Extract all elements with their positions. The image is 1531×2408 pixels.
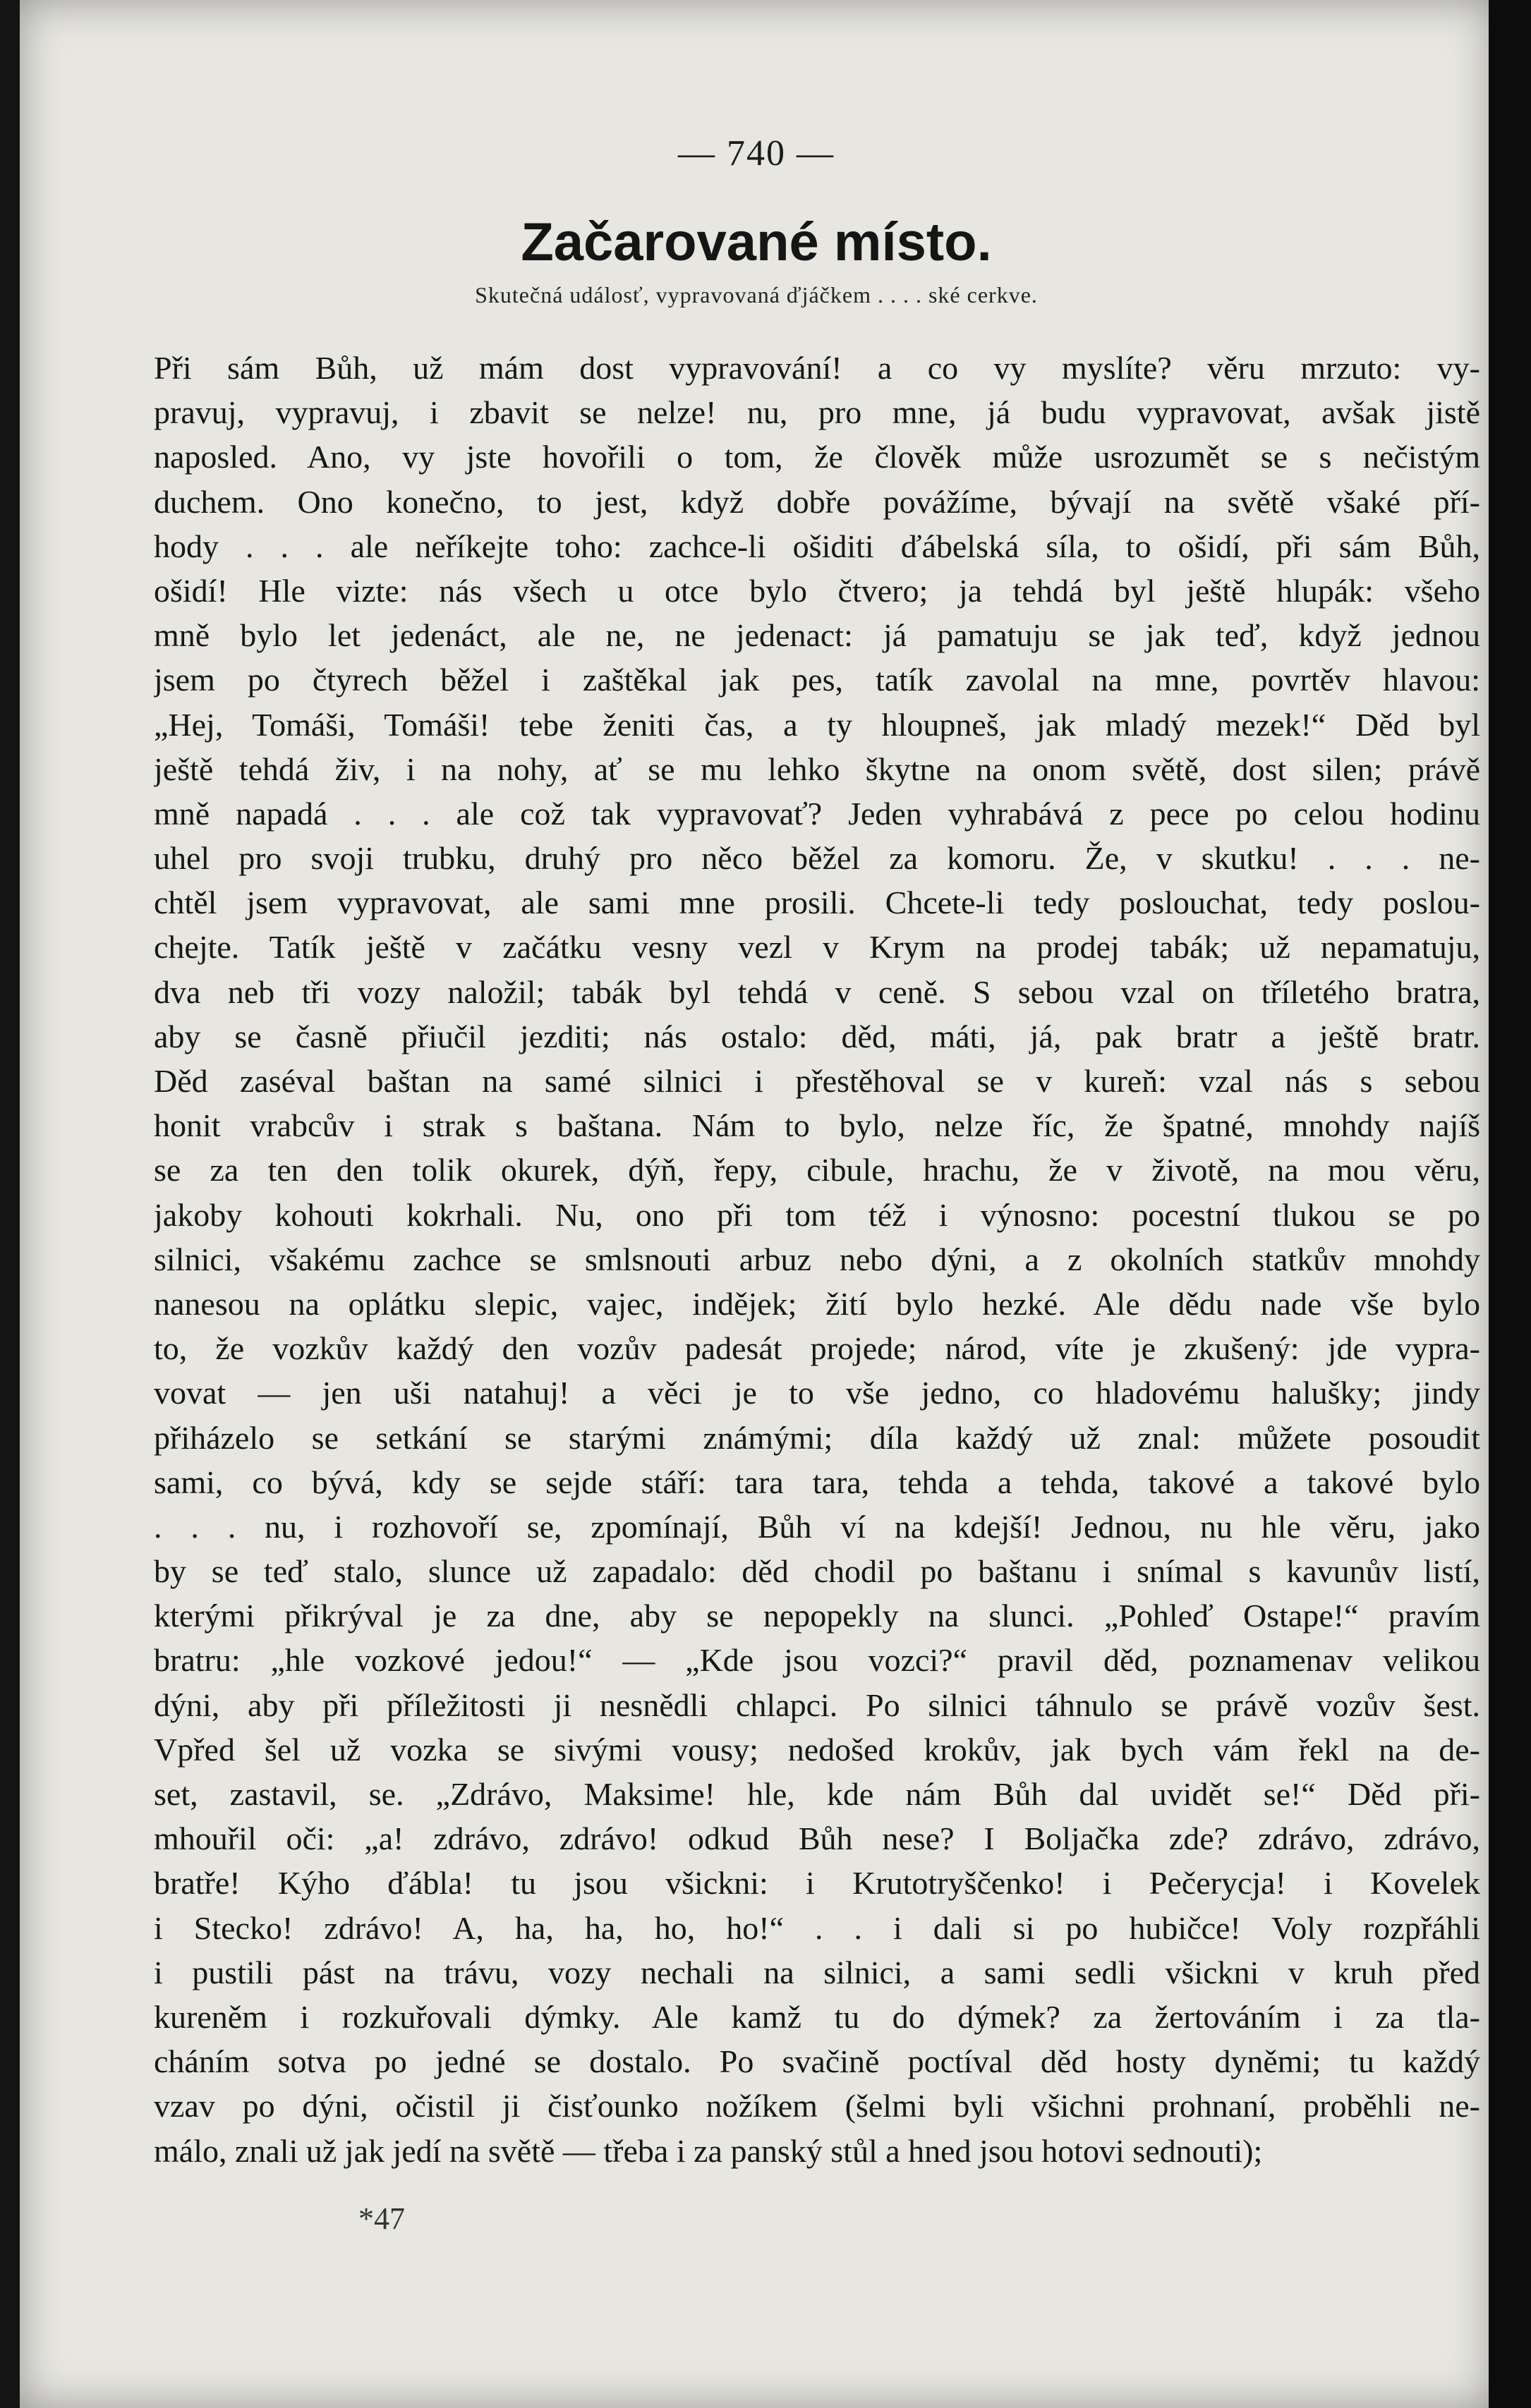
text-line: Při sám Bůh, už mám dost vypravování! a co vy myslíte? věru mrzuto: vy- <box>154 350 1480 386</box>
text-line: dýni, aby při příležitosti ji nesnědli chlapci. Po silnici táhnulo se právě vozův šest. <box>154 1686 1480 1723</box>
text-line: to, že vozkův každý den vozův padesát projede; národ, víte je zkušený: jde vypra- <box>154 1330 1480 1367</box>
text-line: . . . nu, i rozhovoří se, zpomínají, Bůh ví na kdejší! Jednou, nu hle věru, jako <box>154 1508 1480 1545</box>
text-line: mně bylo let jedenáct, ale ne, ne jedenact: já pamatuju se jak teď, když jednou <box>154 617 1480 654</box>
page-number: — 740 — <box>678 133 835 174</box>
text-line: chejte. Tatík ještě v začátku vesny vezl v Krym na prodej tabák; už nepamatuju, <box>154 929 1480 966</box>
text-line: vovat — jen uši natahuj! a věci je to vše jedno, co hladovému halušky; jindy <box>154 1375 1480 1411</box>
text-line: i Stecko! zdrávo! A, ha, ha, ho, ho!“ . . i dali si po hubičce! Voly rozpřáhli <box>154 1909 1480 1946</box>
printer-signature-mark: *47 <box>358 2201 405 2236</box>
text-line: jakoby kohouti kokrhali. Nu, ono při tom též i výnosno: pocestní tlukou se po <box>154 1196 1480 1233</box>
text-line: kterými přikrýval je za dne, aby se nepopekly na slunci. „Pohleď Ostape!“ pravím <box>154 1598 1480 1634</box>
text-line: bratře! Kýho ďábla! tu jsou všickni: i Krutotryščenko! i Pečerycja! i Kovelek <box>154 1865 1480 1902</box>
chapter-title: Začarované místo. <box>521 212 992 272</box>
text-line: bratru: „hle vozkové jedou!“ — „Kde jsou vozci?“ pravil děd, poznamenav velikou <box>154 1642 1480 1679</box>
text-line: Vpřed šel už vozka se sivými vousy; nedošed krokův, jak bych vám řekl na de- <box>154 1731 1480 1768</box>
text-line: „Hej, Tomáši, Tomáši! tebe ženiti čas, a ty hloupneš, jak mladý mezek!“ Děd byl <box>154 706 1480 743</box>
text-line: dva neb tři vozy naložil; tabák byl tehdá v ceně. S sebou vzal on tříletého bratra, <box>154 973 1480 1010</box>
text-line: silnici, všakému zachce se smlsnouti arbuz nebo dýni, a z okolních statkův mnohdy <box>154 1241 1480 1277</box>
text-line: sami, co bývá, kdy se sejde stáří: tara tara, tehda a tehda, takové a takové bylo <box>154 1464 1480 1500</box>
text-line: chtěl jsem vypravovat, ale sami mne prosili. Chcete-li tedy poslouchat, tedy poslou- <box>154 884 1480 921</box>
text-line: set, zastavil, se. „Zdrávo, Maksime! hle, kde nám Bůh dal uvidět se!“ Děd při- <box>154 1776 1480 1812</box>
text-line: vzav po dýni, očistil ji čisťounko nožíkem (šelmi byli všichni prohnaní, proběhli ne- <box>154 2088 1480 2124</box>
text-line: i pustili pást na trávu, vozy nechali na silnici, a sami sedli všickni v kruh před <box>154 1954 1480 1990</box>
text-line: by se teď stalo, slunce už zapadalo: děd chodil po baštanu i snímal s kavunův listí, <box>154 1553 1480 1590</box>
text-line: naposled. Ano, vy jste hovořili o tom, že člověk může usrozumět se s nečistým <box>154 439 1480 475</box>
text-line: přiházelo se setkání se starými známými; díla každý už znal: můžete posoudit <box>154 1419 1480 1456</box>
text-line: ošidí! Hle vizte: nás všech u otce bylo čtvero; ja tehdá byl ještě hlupák: všeho <box>154 572 1480 609</box>
text-line: Děd zaséval baštan na samé silnici i přestěhoval se v kureň: vzal nás s sebou <box>154 1063 1480 1099</box>
text-line: jsem po čtyrech běžel i zaštěkal jak pes, tatík zavolal na mne, povrtěv hlavou: <box>154 662 1480 698</box>
text-line: pravuj, vypravuj, i zbavit se nelze! nu, pro mne, já budu vypravovat, avšak jistě <box>154 394 1480 431</box>
text-line: se za ten den tolik okurek, dýň, řepy, cibule, hrachu, že v životě, na mou věru, <box>154 1152 1480 1188</box>
page-sheet <box>20 0 1493 2408</box>
text-line: cháním sotva po jedné se dostalo. Po svačině poctíval děd hosty dyněmi; tu každý <box>154 2043 1480 2080</box>
text-line: ještě tehdá živ, i na nohy, ať se mu lehko škytne na onom světě, dost silen; právě <box>154 750 1480 787</box>
text-line: honit vrabcův i strak s baštana. Nám to bylo, nelze říc, že špatné, mnohdy najíš <box>154 1107 1480 1144</box>
scan-right-edge <box>1489 0 1531 2408</box>
text-line: nanesou na oplátku slepic, vajec, indějek; žití bylo hezké. Ale dědu nade vše bylo <box>154 1285 1480 1322</box>
text-line: uhel pro svoji trubku, druhý pro něco běžel za komoru. Že, v skutku! . . . ne- <box>154 840 1480 877</box>
text-line: mhouřil oči: „a! zdrávo, zdrávo! odkud Bůh nese? I Boljačka zde? zdrávo, zdrávo, <box>154 1820 1480 1857</box>
text-line: kureněm i rozkuřovali dýmky. Ale kamž tu do dýmek? za žertováním i za tla- <box>154 1998 1480 2035</box>
chapter-subtitle: Skutečná událosť, vypravovaná ďjáčkem . . . . ské cerkve. <box>475 282 1038 308</box>
text-line: mně napadá . . . ale což tak vypravovať? Jeden vyhrabává z pece po celou hodinu <box>154 795 1480 832</box>
text-line: málo, znali už jak jedí na světě — třeba i za panský stůl a hned jsou hotovi sednouti); <box>154 2132 1263 2169</box>
text-line: duchem. Ono konečno, to jest, když dobře povážíme, bývají na světě všaké pří- <box>154 483 1480 520</box>
text-line: hody . . . ale neříkejte toho: zachce-li ošiditi ďábelská síla, to ošidí, při sám Bůh, <box>154 528 1480 564</box>
body-text <box>154 346 1480 2173</box>
text-line: aby se časně přiučil jezditi; nás ostalo: děd, máti, já, pak bratr a ještě bratr. <box>154 1018 1480 1054</box>
